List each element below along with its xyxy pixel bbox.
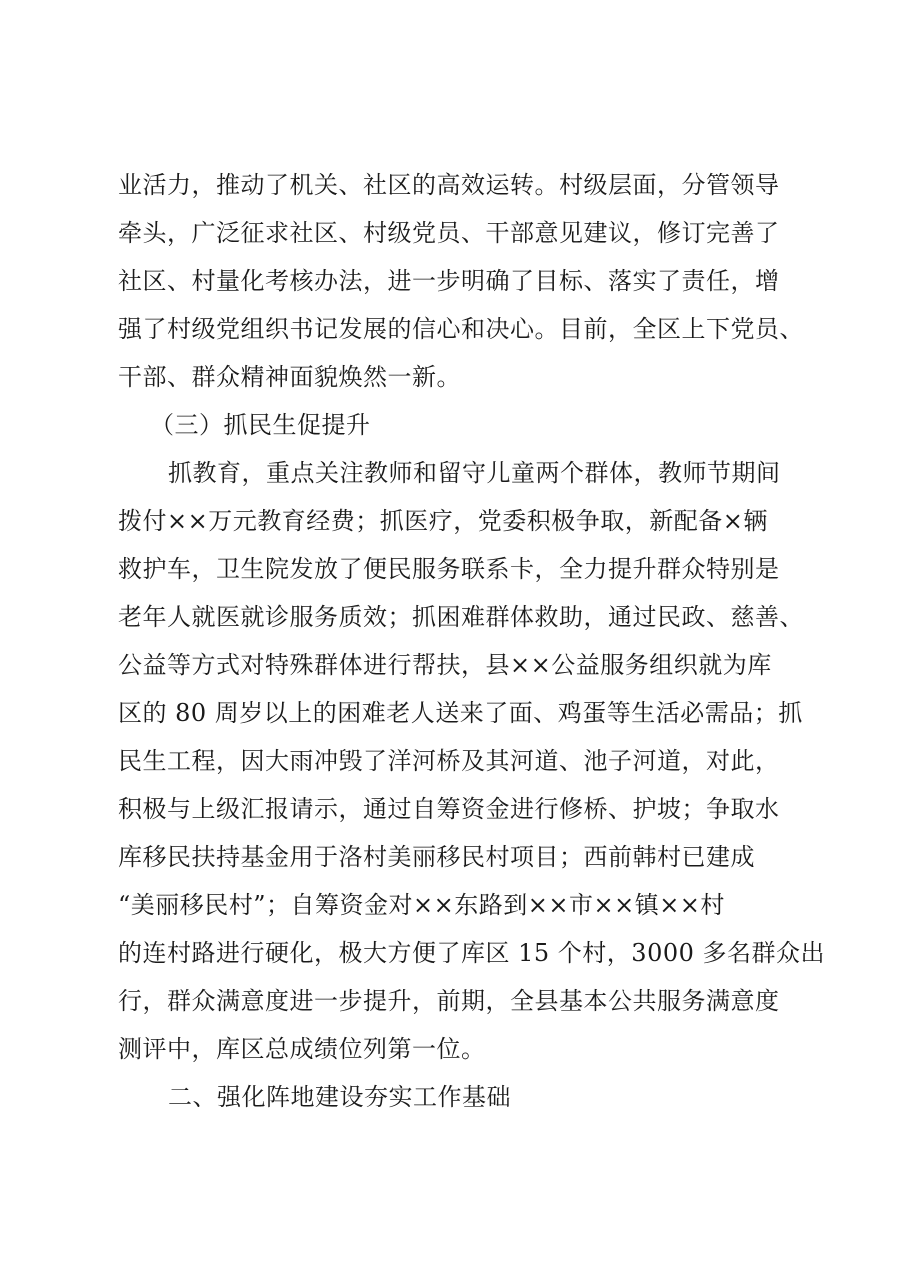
paragraph-2-line-11: 的连村路进行硬化，极大方便了库区 15 个村，3000 多名群众出	[118, 939, 826, 967]
paragraph-2-line-2: 拨付××万元教育经费；抓医疗，党委积极争取，新配备×辆	[118, 507, 768, 535]
paragraph-2-line-4: 老年人就医就诊服务质效；抓困难群体救助，通过民政、慈善、	[118, 603, 804, 631]
paragraph-2-line-8: 积极与上级汇报请示，通过自筹资金进行修桥、护坡；争取水	[118, 795, 780, 823]
paragraph-2-line-1: 抓教育，重点关注教师和留守儿童两个群体，教师节期间	[168, 459, 781, 487]
paragraph-2-line-3: 救护车，卫生院发放了便民服务联系卡，全力提升群众特别是	[118, 555, 780, 583]
paragraph-1-line-3: 社区、村量化考核办法，进一步明确了目标、落实了责任，增	[118, 267, 780, 295]
paragraph-2-line-10: “美丽移民村”；自筹资金对××东路到××市××镇××村	[118, 891, 725, 919]
paragraph-2-line-5: 公益等方式对特殊群体进行帮扶，县××公益服务组织就为库	[118, 651, 772, 679]
paragraph-2-line-6: 区的 80 周岁以上的困难老人送来了面、鸡蛋等生活必需品；抓	[118, 699, 803, 727]
paragraph-2-line-9: 库移民扶持基金用于洛村美丽移民村项目；西前韩村已建成	[118, 843, 755, 871]
subheading: （三）抓民生促提升	[150, 411, 371, 439]
paragraph-2-line-7: 民生工程，因大雨冲毁了洋河桥及其河道、池子河道，对此，	[118, 747, 780, 775]
paragraph-1-line-1: 业活力，推动了机关、社区的高效运转。村级层面，分管领导	[118, 171, 780, 199]
section-heading: 二、强化阵地建设夯实工作基础	[168, 1083, 511, 1111]
paragraph-1-line-4: 强了村级党组织书记发展的信心和决心。目前，全区上下党员、	[118, 315, 804, 343]
paragraph-1-line-2: 牵头，广泛征求社区、村级党员、干部意见建议，修订完善了	[118, 219, 780, 247]
paragraph-2-line-12: 行，群众满意度进一步提升，前期，全县基本公共服务满意度	[118, 987, 780, 1015]
paragraph-2-line-13: 测评中，库区总成绩位列第一位。	[118, 1035, 486, 1063]
paragraph-1-line-5: 干部、群众精神面貌焕然一新。	[118, 363, 461, 391]
